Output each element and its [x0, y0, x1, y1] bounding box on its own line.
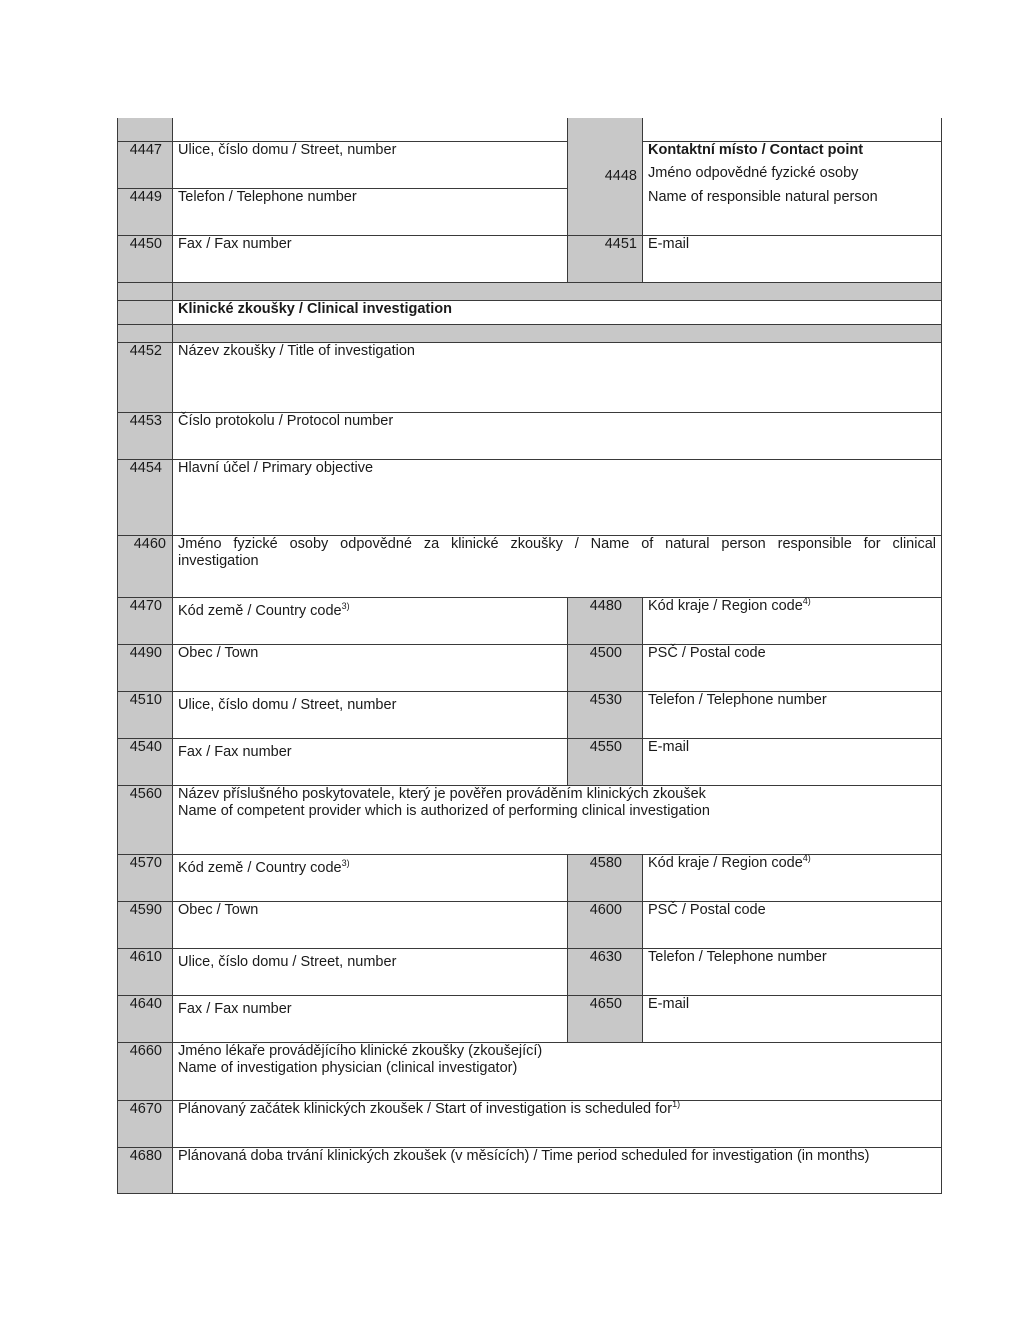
field-label-provider-en: Name of competent provider which is authorized of performing clinical investigation [178, 803, 710, 819]
field-number: 4510 [129, 692, 162, 708]
footnote-ref: 4) [802, 596, 811, 606]
field-label-country-code: Kód země / Country code$^{3)}$ [178, 858, 350, 876]
field-label-duration: Plánovaná doba trvání klinických zkoušek (v měsících) / Time period scheduled for investigation (in months) [178, 1148, 870, 1164]
section-title: Klinické zkoušky / Clinical investigation [178, 301, 452, 317]
field-label-responsible-person-cz: Jméno odpovědné fyzické osoby [648, 165, 859, 181]
field-label-postal-code: PSČ / Postal code [648, 645, 766, 661]
field-number: 4450 [129, 236, 162, 252]
column-divider [172, 118, 173, 1194]
contact-point-heading: Kontaktní místo / Contact point [648, 142, 864, 158]
field-number: 4449 [129, 189, 162, 205]
field-number: 4650 [589, 996, 622, 1012]
field-label-protocol: Číslo protokolu / Protocol number [178, 413, 394, 429]
field-label-objective: Hlavní účel / Primary objective [178, 460, 374, 476]
field-label-responsible-person-line2: investigation [178, 553, 259, 569]
field-label-investigator-en: Name of investigation physician (clinical investigator) [178, 1060, 518, 1076]
field-number: 4454 [129, 460, 162, 476]
field-label-region-code: Kód kraje / Region code$^{4)}$ [648, 853, 811, 871]
field-number: 4451 [604, 236, 637, 252]
field-number: 4670 [129, 1101, 162, 1117]
field-label-postal-code: PSČ / Postal code [648, 902, 766, 918]
field-label-town: Obec / Town [178, 902, 259, 918]
row-divider [117, 324, 942, 325]
field-label-email: E-mail [648, 739, 690, 755]
field-label-email: E-mail [648, 996, 690, 1012]
field-number: 4630 [589, 949, 622, 965]
field-label-country-code: Kód země / Country code$^{3)}$ [178, 601, 350, 619]
field-number: 4500 [589, 645, 622, 661]
field-label-telephone: Telefon / Telephone number [648, 692, 827, 708]
field-label-responsible-person-en: Name of responsible natural person [648, 189, 878, 205]
field-number: 4580 [589, 855, 622, 871]
field-number: 4452 [129, 343, 162, 359]
field-label-street: Ulice, číslo domu / Street, number [178, 697, 397, 713]
field-label-fax: Fax / Fax number [178, 236, 292, 252]
table-border-right [941, 118, 942, 1194]
field-label-street: Ulice, číslo domu / Street, number [178, 142, 397, 158]
field-number: 4680 [129, 1148, 162, 1164]
footnote-ref: 3) [341, 601, 350, 611]
field-number: 4460 [133, 536, 166, 552]
column-divider [567, 118, 568, 282]
field-number: 4640 [129, 996, 162, 1012]
field-label-responsible-person-line1: Jméno fyzické osoby odpovědné za klinické zkoušky / Name of natural person responsible for clinical [178, 536, 936, 552]
footnote-ref: 4) [802, 853, 811, 863]
field-label-street: Ulice, číslo domu / Street, number [178, 954, 397, 970]
row-divider [117, 995, 942, 996]
field-label-telephone: Telefon / Telephone number [178, 189, 357, 205]
footnote-ref: 1) [672, 1099, 681, 1109]
field-label-town: Obec / Town [178, 645, 259, 661]
field-label-investigator-cz: Jméno lékaře provádějícího klinické zkoušky (zkoušející) [178, 1043, 543, 1059]
field-number: 4550 [589, 739, 622, 755]
field-number: 4447 [129, 142, 162, 158]
field-number: 4490 [129, 645, 162, 661]
column-divider [642, 118, 643, 282]
row-divider [117, 738, 942, 739]
field-label-email: E-mail [648, 236, 690, 252]
field-label-region-code: Kód kraje / Region code$^{4)}$ [648, 596, 811, 614]
field-label-fax: Fax / Fax number [178, 1001, 292, 1017]
field-number: 4448 [604, 168, 637, 184]
field-number: 4600 [589, 902, 622, 918]
spacer-band [117, 324, 942, 342]
field-number: 4560 [129, 786, 162, 802]
field-label-fax: Fax / Fax number [178, 744, 292, 760]
field-number: 4480 [589, 598, 622, 614]
field-number: 4590 [129, 902, 162, 918]
field-number: 4530 [589, 692, 622, 708]
field-label-telephone: Telefon / Telephone number [648, 949, 827, 965]
row-divider [117, 282, 942, 283]
field-number: 4470 [129, 598, 162, 614]
field-label-title: Název zkoušky / Title of investigation [178, 343, 415, 359]
row-divider [117, 854, 942, 855]
field-label-provider-cz: Název příslušného poskytovatele, který je pověřen prováděním klinických zkoušek [178, 786, 706, 802]
field-number: 4660 [129, 1043, 162, 1059]
spacer-band [117, 282, 942, 300]
field-number: 4540 [129, 739, 162, 755]
field-number: 4570 [129, 855, 162, 871]
footnote-ref: 3) [341, 858, 350, 868]
form-table [117, 118, 942, 1194]
table-border-bottom [117, 1193, 942, 1194]
field-number: 4453 [129, 413, 162, 429]
number-column-mid-top [567, 118, 642, 282]
row-divider [117, 597, 942, 598]
field-label-start-date: Plánovaný začátek klinických zkoušek / Start of investigation is scheduled for$^{1)}$ [178, 1099, 681, 1117]
field-number: 4610 [129, 949, 162, 965]
